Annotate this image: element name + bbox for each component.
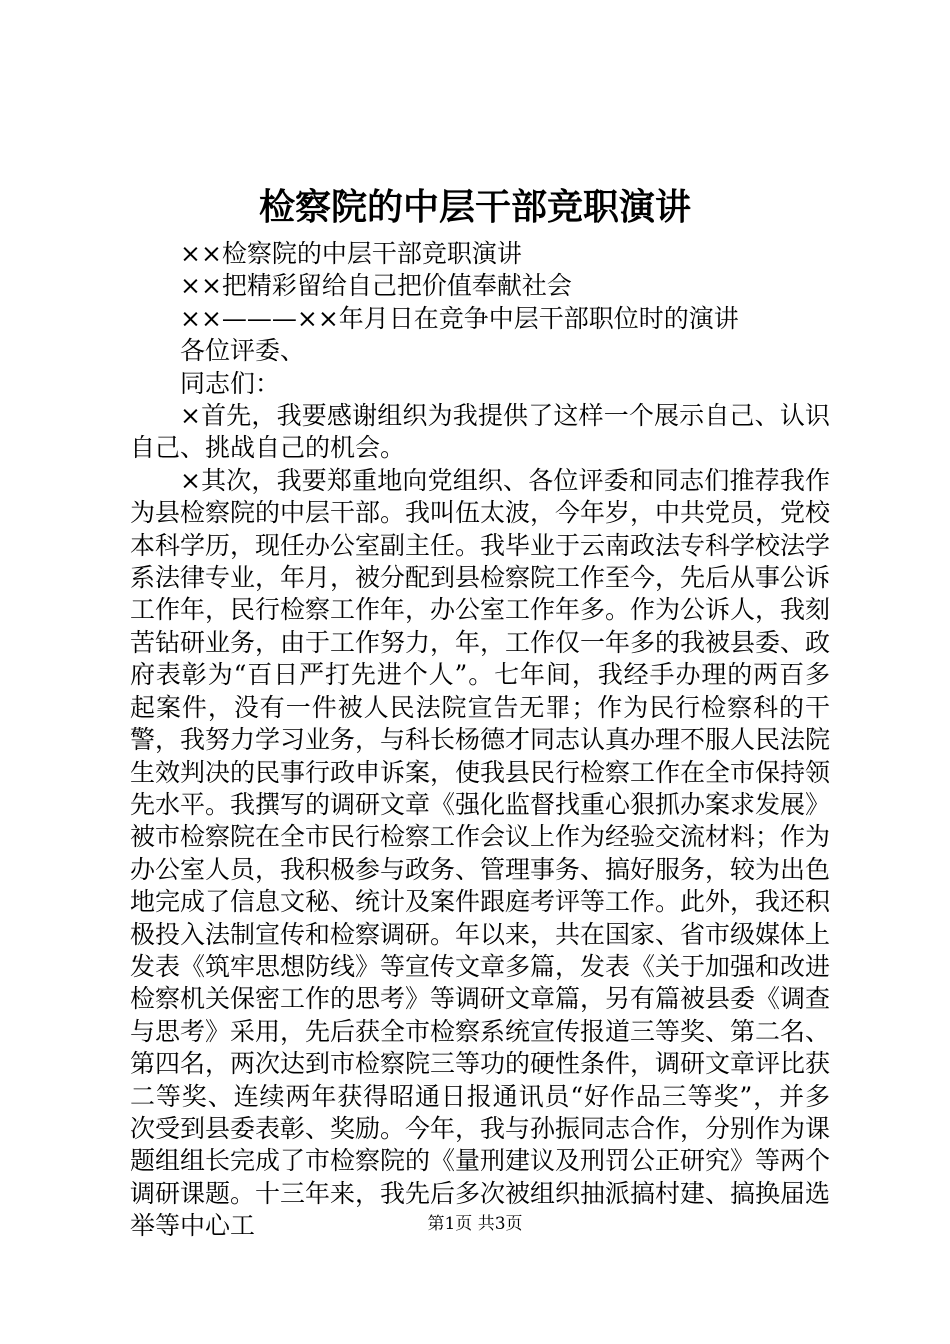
paragraph: ×首先，我要感谢组织为我提供了这样一个展示自己、认识自己、挑战自己的机会。 [130,401,830,463]
document-body [130,238,830,1243]
paragraph: ××检察院的中层干部竞职演讲 [180,239,522,268]
paragraph: ××———××年月日在竞争中层干部职位时的演讲 [180,303,739,333]
paragraph: ×其次，我要郑重地向党组织、各位评委和同志们推荐我作为县检察院的中层干部。我叫伍太波，今年岁，中共党员，党校本科学历，现任办公室副主任。我毕业于云南政法专科学校法学系法律专业，年月，被分配到县检察院工作至今，先后从事公诉工作年，民行检察工作年，办公室工作年多。作为公诉人，我刻苦钻研业务，由于工作努力，年，工作仅一年多的我被县委、政府表彰为“百日严打先进个人”。七年间，我经手办理的两百多起案件，没有一件被人民法院宣告无罪；作为民行检察科的干警，我努力学习业务，与科长杨德才同志认真办理不服人民法院生效判决的民事行政申诉案，使我县民行检察工作在全市保持领先水平。我撰写的调研文章《强化监督找重心狠抓办案求发展》被市检察院在全市民行检察工作会议上作为经验交流材料；作为办公室人员，我积极参与政务、管理事务、搞好服务，较为出色地完成了信息文秘、统计及案件跟庭考评等工作。此外，我还积极投入法制宣传和检察调研。年以来，共在国家、省市级媒体上发表《筑牢思想防线》等宣传文章多篇，发表《关于加强和改进检察机关保密工作的思考》等调研文章篇，另有篇被县委《调查与思考》采用，先后获全市检察系统宣传报道三等奖、第二名、第四名，两次达到市检察院三等功的硬性条件，调研文章评比获二等奖、连续两年获得昭通日报通讯员“好作品三等奖”，并多次受到县委表彰、奖励。今年，我与孙振同志合作，分别作为课题组组长完成了市检察院的《量刑建议及刑罚公正研究》等两个调研课题。十三年来，我先后多次被组织抽派搞村建、搞换届选举等中心工 [130,465,831,1241]
document-title: 检察院的中层干部竞职演讲 [258,186,691,228]
page-footer: 第1页 共3页 [427,1214,523,1234]
paragraph: 同志们： [180,368,281,398]
paragraph: 各位评委、 [180,336,306,366]
paragraph: ××把精彩留给自己把价值奉献社会 [180,271,572,301]
